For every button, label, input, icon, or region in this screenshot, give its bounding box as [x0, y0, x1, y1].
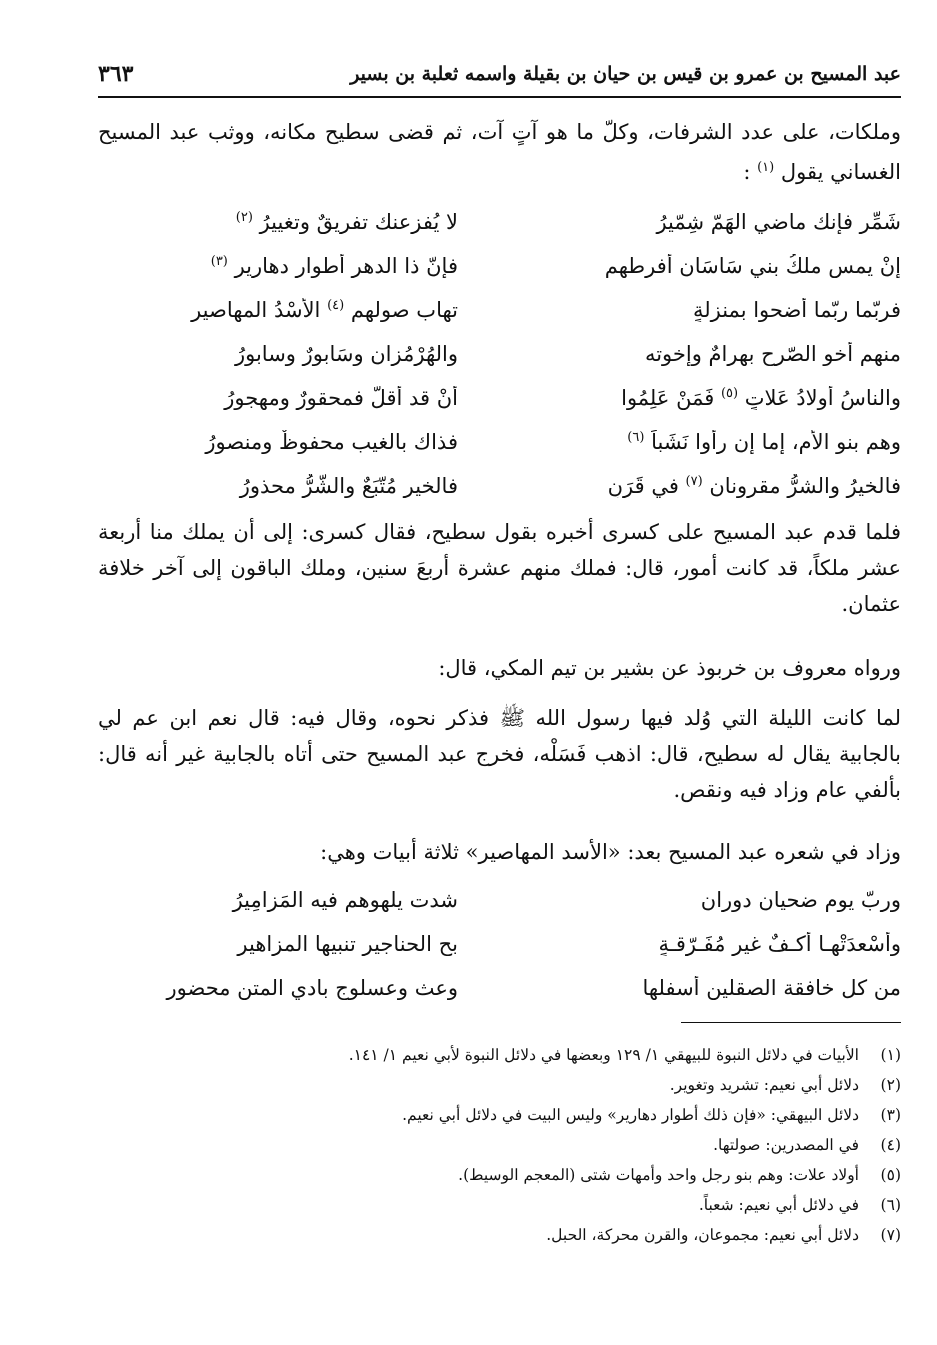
verse-first-hemistich: شَمِّر فإنك ماضي الهَمّ شِمّيرُ — [656, 210, 901, 234]
verse-first-hemistich: والناسُ أولادُ عَلاتٍ $^{(٥)}$ فَمَنْ عَلِمُوا — [621, 386, 901, 410]
footnote — [98, 1100, 901, 1130]
verse — [98, 966, 901, 1010]
footnote-text: دلائل أبي نعيم: تشريد وتغوير. — [669, 1076, 859, 1094]
footnote-number: (٥) — [880, 1166, 901, 1184]
footnotes — [98, 1040, 901, 1250]
footnote — [98, 1190, 901, 1220]
footnote-ref: (١) — [757, 160, 775, 175]
footnote — [98, 1220, 901, 1250]
footnote-text: أولاد علات: وهم بنو رجل واحد وأمهات شتى (المعجم الوسيط). — [458, 1166, 859, 1184]
verse-second-hemistich: أنْ قد أقلّ فمحقورٌ ومهجورُ — [224, 386, 458, 410]
verse-first-hemistich: وربّ يوم ضحيان دوران — [700, 888, 901, 912]
paragraph-opening — [98, 114, 901, 190]
footnote-number: (٧) — [880, 1226, 901, 1244]
footnote-ref: (٣) — [210, 254, 228, 269]
footnote-text: في دلائل أبي نعيم: شعباً. — [698, 1196, 859, 1214]
verse-first-hemistich: فالخيرُ والشرُّ مقرونان $^{(٧)}$ في قَرَنٍ — [607, 474, 901, 498]
footnote — [98, 1160, 901, 1190]
verse — [98, 420, 901, 464]
poem-block — [98, 200, 901, 508]
verse — [98, 922, 901, 966]
running-title: عبد المسيح بن عمرو بن قيس بن حيان بن بقيلة واسمه ثعلبة بن بسير — [350, 63, 901, 85]
verse — [98, 332, 901, 376]
paragraph-tail: : — [743, 160, 758, 184]
footnote-ref: (٢) — [235, 210, 253, 225]
verse-first-hemistich: إنْ يمس ملكُ بني سَاسَان أفرطهم — [604, 254, 901, 278]
footnote — [98, 1130, 901, 1160]
verse-first-hemistich: وهم بنو الأم، إما إن رأوا نَشَباً $^{(٦)}$ — [627, 430, 901, 454]
footnote-ref: (٧) — [685, 474, 703, 489]
verse-first-hemistich: منهم أخو الصّرح بهرامٌ وإخوته — [644, 342, 901, 366]
verse-second-hemistich: تهاب صولهم $^{(٤)}$ الأُسْدُ المهاصير — [191, 298, 458, 322]
verse-first-hemistich: فربّما ربّما أضحوا بمنزلةٍ — [692, 298, 901, 322]
footnote-ref: (٦) — [627, 430, 645, 445]
footnote — [98, 1040, 901, 1070]
verse — [98, 376, 901, 420]
verse-second-hemistich: لا يُفزعنك تفريقٌ وتغييرُ $^{(٢)}$ — [235, 210, 458, 234]
verse-second-hemistich: فإنّ ذا الدهر أطوار دهارير $^{(٣)}$ — [210, 254, 458, 278]
footnote — [98, 1070, 901, 1100]
footnote-text: في المصدرين: صولتها. — [713, 1136, 859, 1154]
footnote-text: دلائل البيهقي: «فإن ذلك أطوار دهارير» وليس البيت في دلائل أبي نعيم. — [402, 1106, 859, 1124]
poem-block-2 — [98, 878, 901, 1010]
footnote-number: (١) — [880, 1046, 901, 1064]
running-header — [98, 52, 901, 98]
verse — [98, 878, 901, 922]
paragraph-text: وملكات، على عدد الشرفات، وكلّ ما هو آتٍ آت، ثم قضى سطيح مكانه، ووثب عبد المسيح الغساني يقول — [98, 120, 901, 184]
verse — [98, 288, 901, 332]
verse-second-hemistich: بح الحناجير تنبيها المزاهير — [237, 932, 458, 956]
verse-second-hemistich: فالخير مُتّبَعٌ والشَّرُّ محذورُ — [239, 474, 458, 498]
paragraph-addition: وزاد في شعره عبد المسيح بعد: «الأسد المهاصير» ثلاثة أبيات وهي: — [320, 840, 901, 864]
verse-first-hemistich: وأَسْعدَتْهـا أكـفٌ غير مُفَـرّقـةٍ — [658, 932, 901, 956]
verse — [98, 464, 901, 508]
footnote-number: (٤) — [880, 1136, 901, 1154]
footnote-ref: (٥) — [720, 386, 739, 401]
paragraph-birth-night: لما كانت الليلة التي وُلد فيها رسول الله ﷺ فذكر نحوه، وقال فيه: قال نعم ابن عم لي بالجابية يقال له سطيح، قال: اذهب فَسَلْه، فخرج عبد المسيح حتى أتاه بالجابية غير أنه قال: بألفي عام وزاد فيه ونقص. — [98, 706, 901, 802]
footnote-number: (٣) — [880, 1106, 901, 1124]
footnote-text: دلائل أبي نعيم: مجموعان، والقرن محركة، الحبل. — [546, 1226, 859, 1244]
verse-second-hemistich: وعث وعسلوج بادي المتن محضور — [166, 976, 458, 1000]
footnote-number: (٦) — [880, 1196, 901, 1214]
verse-second-hemistich: شدت يلهوهم فيه المَزامِيرُ — [232, 888, 458, 912]
footnote-text: الأبيات في دلائل النبوة للبيهقي ١/ ١٢٩ وبعضها في دلائل النبوة لأبي نعيم ١/ ١٤١. — [348, 1046, 859, 1064]
verse — [98, 200, 901, 244]
footnote-ref: (٤) — [327, 298, 345, 313]
verse-second-hemistich: فذاك بالغيب محفوظٌ ومنصورُ — [205, 430, 458, 454]
verse — [98, 244, 901, 288]
paragraph-narration: ورواه معروف بن خربوذ عن بشير بن تيم المكي، قال: — [438, 656, 901, 680]
footnote-number: (٢) — [880, 1076, 901, 1094]
paragraph-kisra: فلما قدم عبد المسيح على كسرى أخبره بقول سطيح، فقال كسرى: إلى أن يملك منا أربعة عشر ملكاً، قد كانت أمور، قال: فملك منهم عشرة أربعَ سنين، وملك الباقون إلى آخر خلافة عثمان. — [98, 520, 901, 616]
footnote-separator — [681, 1022, 901, 1023]
page-number: ٣٦٣ — [98, 61, 134, 87]
verse-second-hemistich: والهُرْمُزان وسَابورٌ وسابورُ — [234, 342, 458, 366]
verse-first-hemistich: من كل خافقة الصقلين أسفلها — [642, 976, 901, 1000]
